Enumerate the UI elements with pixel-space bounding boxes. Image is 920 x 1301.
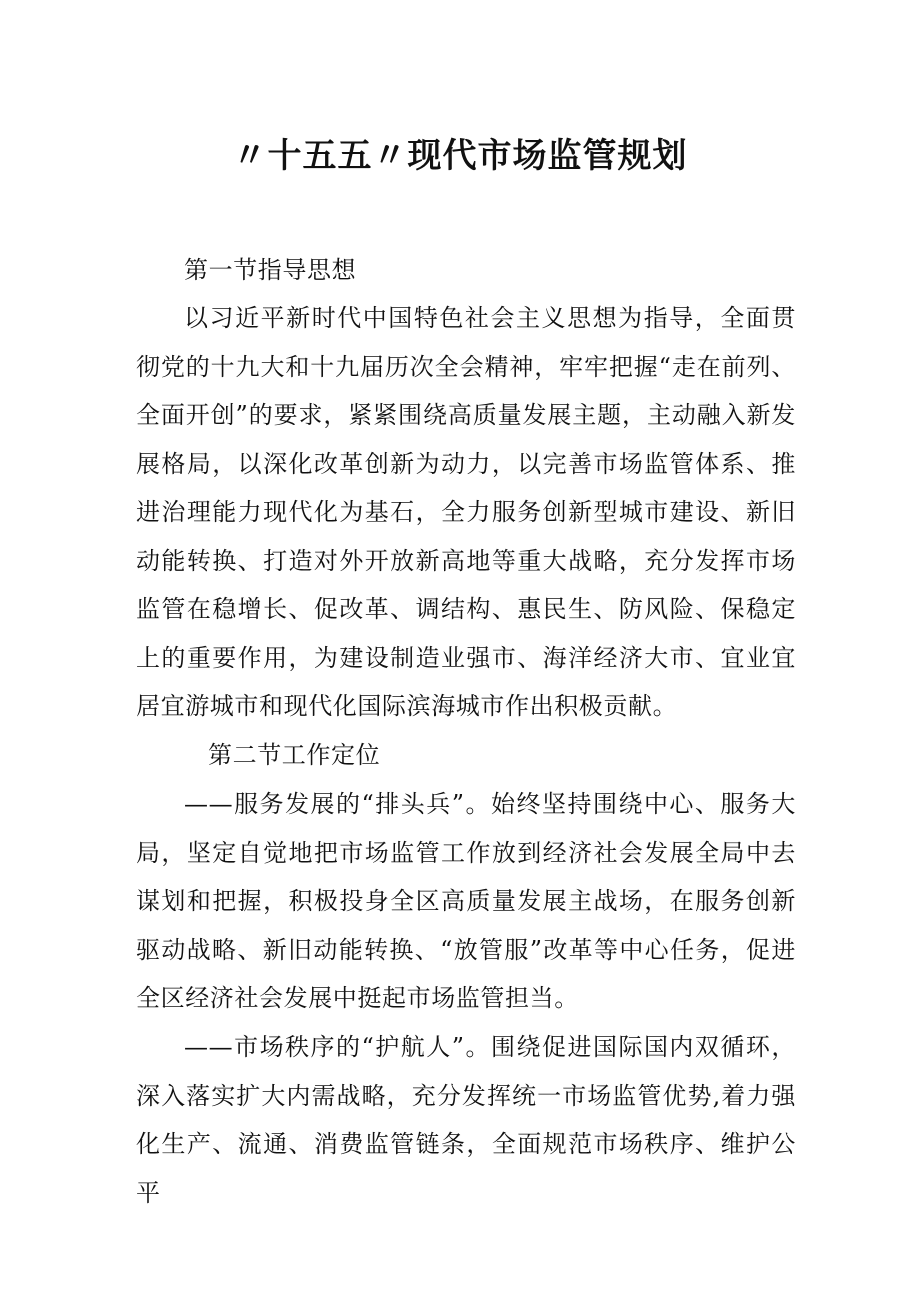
- page-title: 〃十五五〃现代市场监管规划: [232, 136, 688, 176]
- paragraph: 以习近平新时代中国特色社会主义思想为指导，全面贯彻党的十九大和十九届历次全会精神，牢牢把握“走在前列、全面开创”的要求，紧紧围绕高质量发展主题，主动融入新发展格局，以深化改革创新为动力，以完善市场监管体系、推进治理能力现代化为基石，全力服务创新型城市建设、新旧动能转换、打造对外开放新高地等重大战略，充分发挥市场监管在稳增长、促改革、调结构、惠民生、防风险、保稳定上的重要作用，为建设制造业强市、海洋经济大市、宜业宜居宜游城市和现代化国际滨海城市作出积极贡献。: [136, 304, 796, 720]
- section-heading-guiding-ideology: 第一节指导思想: [184, 256, 357, 284]
- section-heading-work-positioning: 第二节工作定位: [208, 741, 381, 769]
- paragraph: ——市场秩序的“护航人”。围绕促进国际国内双循环，深入落实扩大内需战略，充分发挥统一市场监管优势,着力强化生产、流通、消费监管链条，全面规范市场秩序、维护公平: [136, 1033, 796, 1207]
- paragraph: ——服务发展的“排头兵”。始终坚持围绕中心、服务大局，坚定自觉地把市场监管工作放到经济社会发展全局中去谋划和把握，积极投身全区高质量发展主战场，在服务创新驱动战略、新旧动能转换、“放管服”改革等中心任务，促进全区经济社会发展中挺起市场监管担当。: [136, 790, 796, 1012]
